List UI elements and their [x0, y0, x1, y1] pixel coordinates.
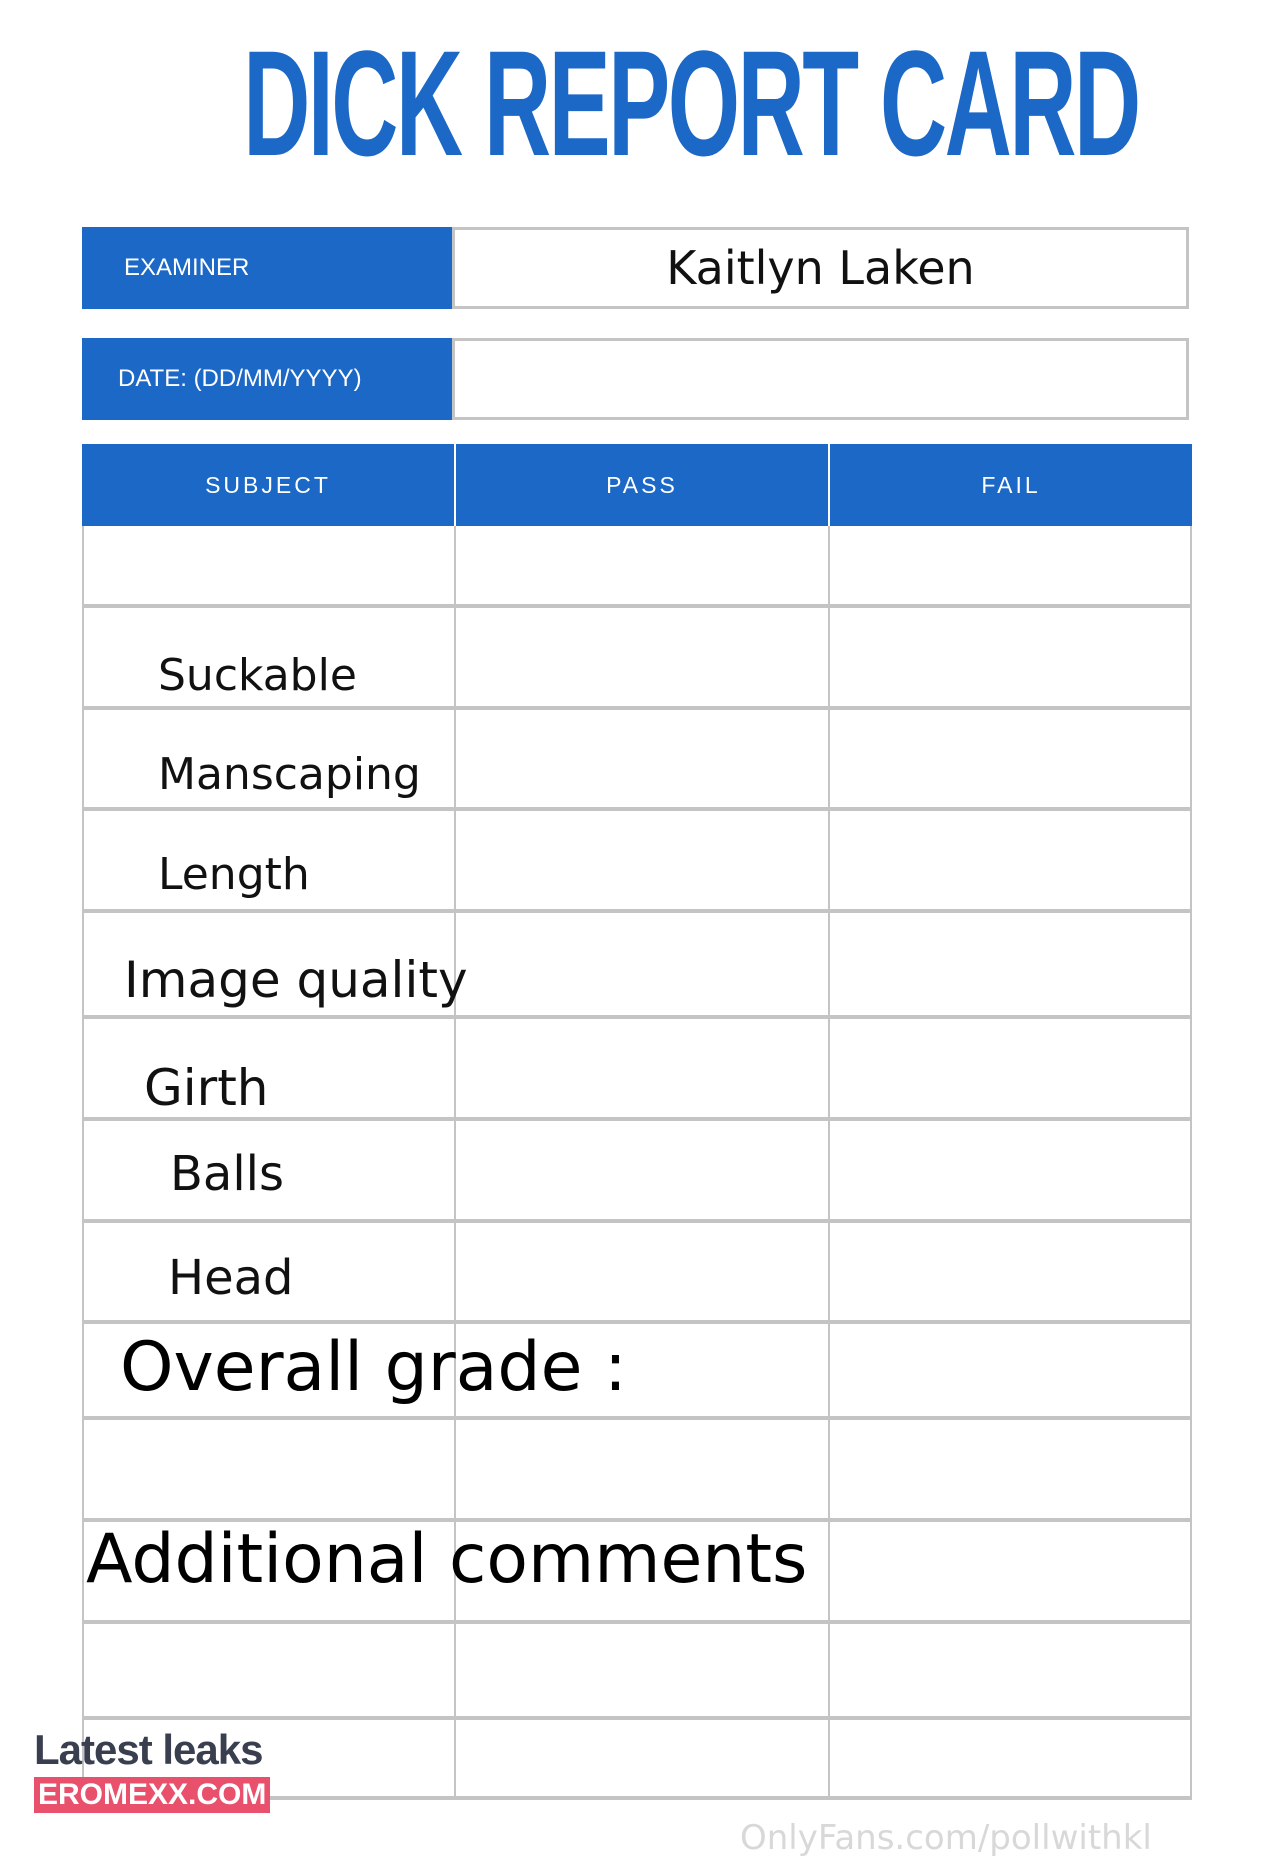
examiner-value: Kaitlyn Laken: [666, 241, 975, 295]
subject-length: Length: [158, 849, 310, 900]
date-label-text: DATE: (DD/MM/YYYY): [118, 365, 362, 392]
row-divider: [82, 1716, 1192, 1720]
page-title: DICK REPORT CARD: [243, 19, 1139, 187]
row-divider: [82, 807, 1192, 811]
examiner-field[interactable]: [452, 227, 1189, 309]
row-divider: [82, 1620, 1192, 1624]
subject-balls: Balls: [170, 1146, 285, 1202]
row-divider: [82, 1416, 1192, 1420]
subject-manscaping: Manscaping: [158, 749, 421, 800]
row-divider: [82, 1320, 1192, 1324]
examiner-label-text: EXAMINER: [124, 254, 250, 281]
watermark-line1: Latest leaks: [34, 1726, 263, 1773]
watermark: [34, 1727, 270, 1813]
row-divider: [82, 706, 1192, 710]
header-pass: [456, 444, 828, 526]
subject-suckable: Suckable: [158, 650, 357, 701]
date-field[interactable]: [452, 338, 1189, 420]
row-divider: [82, 1117, 1192, 1121]
header-pass-text: PASS: [606, 471, 678, 498]
column-divider: [82, 526, 84, 1798]
overall-grade-label: Overall grade :: [120, 1328, 627, 1407]
watermark-line2: EROMEXX.COM: [34, 1777, 270, 1813]
report-table: [82, 444, 1192, 1800]
header-fail-text: FAIL: [981, 471, 1041, 498]
subject-image-quality: Image quality: [124, 951, 468, 1009]
column-divider: [454, 526, 456, 1798]
row-divider: [82, 1015, 1192, 1019]
row-divider: [82, 604, 1192, 608]
row-divider: [82, 1219, 1192, 1223]
header-fail: [830, 444, 1192, 526]
subject-girth: Girth: [144, 1059, 269, 1117]
date-label: [82, 338, 452, 420]
column-divider: [1190, 526, 1192, 1798]
header-subject-text: SUBJECT: [205, 471, 331, 498]
column-divider: [828, 526, 830, 1798]
subject-head: Head: [168, 1250, 294, 1306]
row-divider: [82, 909, 1192, 913]
footer-text: OnlyFans.com/pollwithkl: [740, 1818, 1152, 1858]
examiner-label: [82, 227, 452, 309]
header-subject: [82, 444, 454, 526]
additional-comments-label: Additional comments: [86, 1520, 808, 1599]
